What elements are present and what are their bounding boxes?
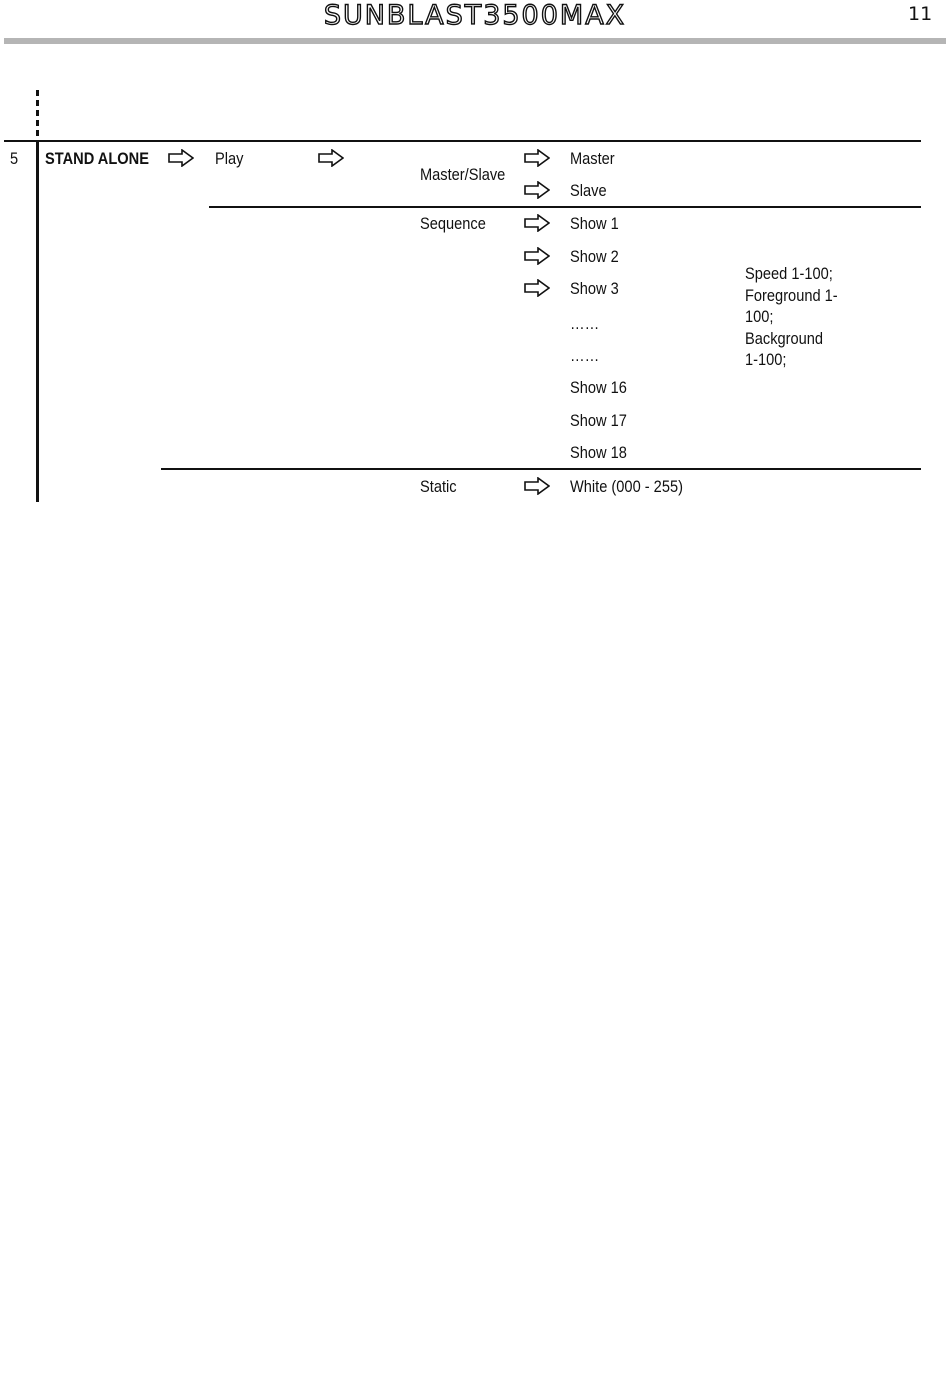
- page-number: 11: [908, 3, 933, 25]
- row-divider-master-slave: [209, 206, 921, 208]
- option-slave: Slave: [570, 181, 607, 200]
- right-arrow-icon: [524, 477, 550, 495]
- header-divider: [4, 38, 946, 44]
- option-white: White (000 - 255): [570, 477, 683, 496]
- row-divider-top: [4, 140, 921, 142]
- show-item: Show 1: [570, 214, 619, 233]
- menu-item-static: Static: [420, 477, 457, 496]
- ellipsis: ……: [570, 346, 600, 365]
- show-item: Show 2: [570, 247, 619, 266]
- show-item: Show 18: [570, 443, 627, 462]
- menu-item-play: Play: [215, 149, 244, 168]
- ellipsis: ……: [570, 314, 600, 333]
- show-item: Show 3: [570, 279, 619, 298]
- option-master: Master: [570, 149, 615, 168]
- right-arrow-icon: [168, 149, 194, 167]
- show-item: Show 17: [570, 411, 627, 430]
- sequence-parameters: Speed 1-100; Foreground 1-100; Background 1-100;: [745, 264, 838, 369]
- vertical-divider: [36, 140, 39, 502]
- right-arrow-icon: [524, 247, 550, 265]
- right-arrow-icon: [524, 149, 550, 167]
- right-arrow-icon: [524, 181, 550, 199]
- row-number: 5: [10, 149, 19, 168]
- right-arrow-icon: [524, 279, 550, 297]
- menu-item-sequence: Sequence: [420, 214, 486, 233]
- menu-item-master-slave: Master/Slave: [420, 165, 506, 184]
- right-arrow-icon: [318, 149, 344, 167]
- section-label-stand-alone: STAND ALONE: [45, 149, 149, 168]
- show-item: Show 16: [570, 378, 627, 397]
- right-arrow-icon: [524, 214, 550, 232]
- dashed-vertical-divider: [36, 90, 39, 140]
- row-divider-sequence: [161, 468, 921, 470]
- document-title: SUNBLAST3500MAX: [323, 0, 627, 31]
